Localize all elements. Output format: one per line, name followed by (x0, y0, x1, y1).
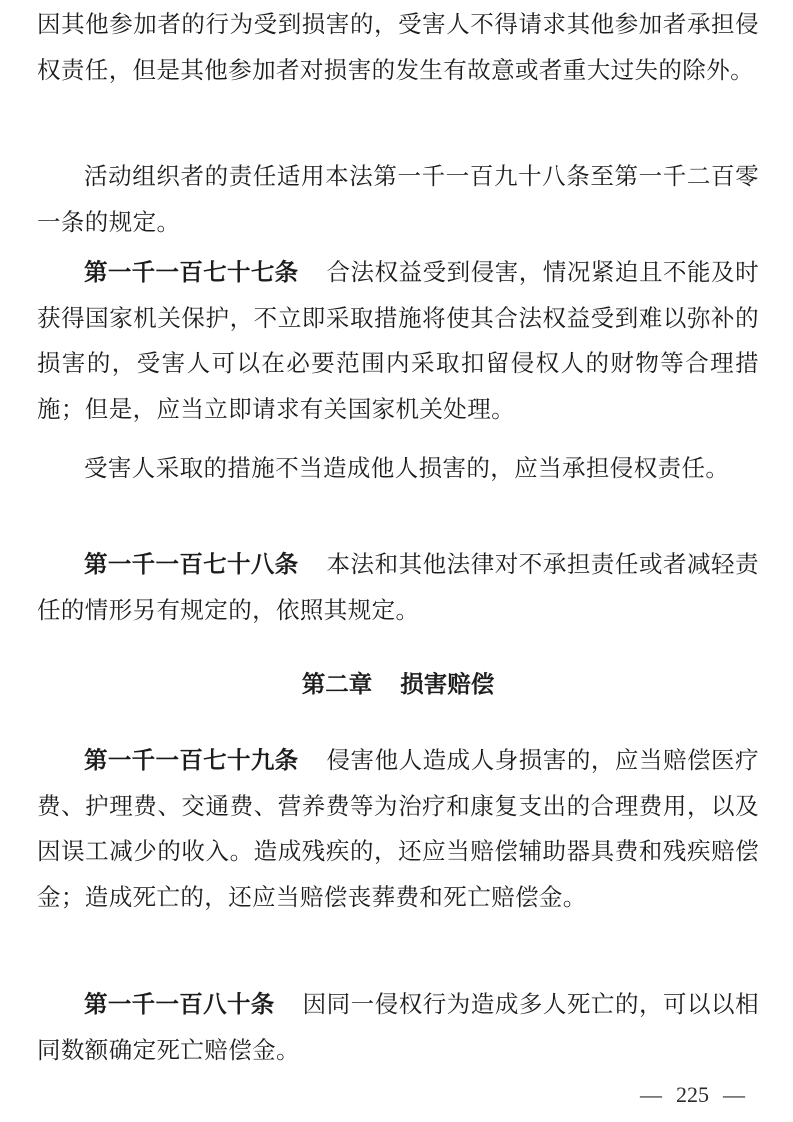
page-number-footer (626, 1080, 759, 1110)
paragraph-text: 受害人采取的措施不当造成他人损害的，应当承担侵权责任。 (84, 454, 730, 482)
article-number: 第一千一百八十条 (84, 990, 275, 1018)
article-text: 本法和其他法律对不承担责任或者减轻责任的情形另有规定的，依照其规定。 (37, 550, 759, 624)
chapter-title: 损害赔偿 (400, 670, 495, 698)
footer-dash-right: — (723, 1082, 745, 1107)
article-1177 (37, 250, 759, 432)
paragraph-text: 活动组织者的责任适用本法第一千一百九十八条至第一千二百零一条的规定。 (37, 162, 759, 236)
chapter-number: 第二章 (301, 670, 373, 698)
article-1178 (37, 542, 759, 633)
article-number: 第一千一百七十八条 (84, 550, 299, 578)
article-number: 第一千一百七十七条 (84, 258, 299, 286)
chapter-heading (37, 662, 759, 707)
footer-dash-left: — (640, 1082, 662, 1107)
continued-paragraph-2 (37, 154, 759, 245)
continued-paragraph-1 (37, 2, 759, 93)
article-text: 因同一侵权行为造成多人死亡的，可以以相同数额确定死亡赔偿金。 (37, 990, 759, 1064)
article-1179 (37, 738, 759, 920)
document-page (37, 0, 759, 1122)
article-1177-paragraph-2 (37, 446, 759, 492)
article-number: 第一千一百七十九条 (84, 746, 299, 774)
page-number: 225 (676, 1082, 709, 1107)
article-text: 合法权益受到侵害，情况紧迫且不能及时获得国家机关保护，不立即采取措施将使其合法权益受到难以弥补的损害的，受害人可以在必要范围内采取扣留侵权人的财物等合理措施；但是，应当立即请求有关国家机关处理。 (37, 258, 759, 423)
article-text: 侵害他人造成人身损害的，应当赔偿医疗费、护理费、交通费、营养费等为治疗和康复支出的合理费用，以及因误工减少的收入。造成残疾的，还应当赔偿辅助器具费和残疾赔偿金；造成死亡的，还应当赔偿丧葬费和死亡赔偿金。 (37, 746, 759, 911)
article-1180 (37, 982, 759, 1073)
paragraph-text: 因其他参加者的行为受到损害的，受害人不得请求其他参加者承担侵权责任，但是其他参加者对损害的发生有故意或者重大过失的除外。 (37, 10, 759, 84)
